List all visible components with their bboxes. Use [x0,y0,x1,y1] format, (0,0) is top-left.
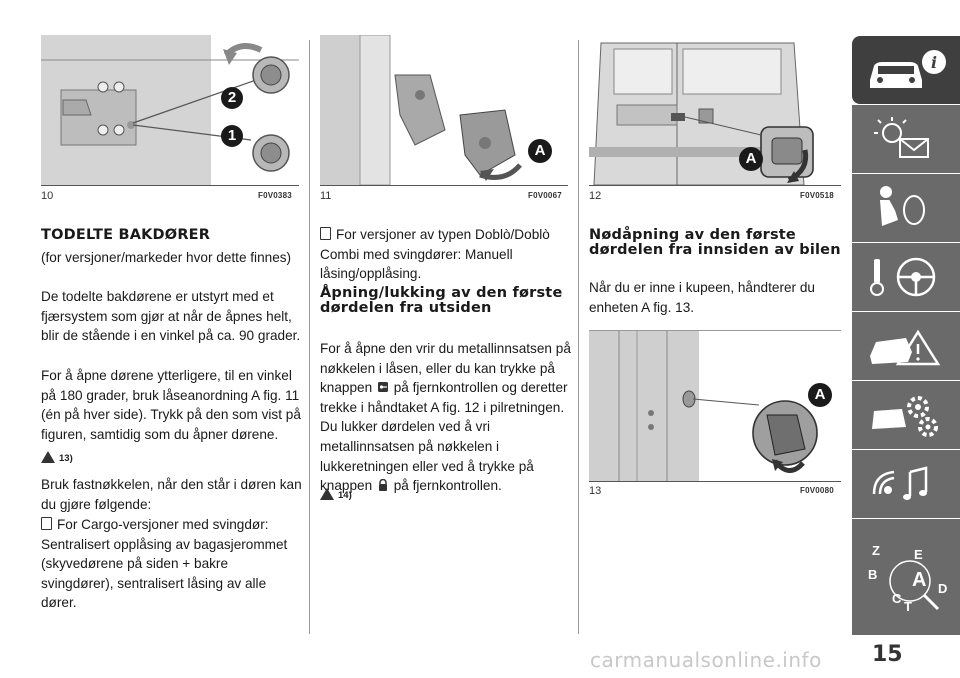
index-icon [852,519,960,635]
bullet-text: For versjoner av typen Doblò/Doblò Combi med svingdører: Manuell låsing/opplåsing. [320,227,550,282]
unlock-button-icon [377,381,389,393]
callout-marker-a: A [528,139,552,163]
lock-button-icon [377,479,389,491]
sidebar-item-maintenance[interactable] [852,381,960,449]
warning-ref-number: 14) [338,490,352,501]
paragraph: For å åpne dørene ytterligere, til en vinkel på 180 grader, bruk låseanordning A fig. 11 (én på hver side). Trykk på den som vist på figuren, samtidig som du åpner dørene. [41,368,301,442]
column-divider [309,40,310,634]
warning-lights-icon [852,105,960,173]
paragraph: (for versjoner/markeder hvor dette finnes) [41,250,292,265]
callout-marker-a: A [808,383,832,407]
sidebar-item-safety[interactable] [852,174,960,242]
paragraph: De todelte bakdørene er utstyrt med et fjærsystem som gjør at når de åpnes helt, blir de stående i en vinkel på ca. 90 grader. [41,289,301,344]
figure-number: 11 [320,190,332,202]
section-heading: TODELTE BAKDØRER [41,227,211,243]
figure-code: F0V0383 [258,191,292,200]
callout-marker-2: 2 [221,87,243,109]
safety-icon [852,174,960,242]
bullet-key-icon [41,517,52,530]
warning-reference [41,451,73,464]
index-letter: T [904,599,912,614]
index-letter: C [892,591,902,606]
figure-12 [589,35,841,186]
maintenance-icon [852,381,960,449]
bullet-key-icon [320,227,331,240]
warning-reference [320,488,352,501]
paragraph-text: For å åpne den vrir du metallinnsatsen på nøkkelen i låsen, eller du kan trykke på knappen [320,341,571,396]
callout-marker-a: A [739,147,763,171]
watermark: carmanualsonline.info [590,648,822,672]
figure-13 [589,330,841,482]
warning-triangle-icon [320,488,334,500]
sidebar-item-multimedia[interactable] [852,450,960,518]
figure-number: 13 [589,485,602,497]
chapter-sidebar [852,0,960,678]
column-divider [578,40,579,634]
paragraph [320,339,572,496]
bullet-text: For Cargo-versjoner med svingdør: Sentralisert opplåsing av bagasjerommet (skyvedørene på siden + bakre svingdører), sentralisert låsing av alle dører. [41,517,288,611]
callout-marker-1: 1 [221,125,243,147]
warning-triangle-icon [41,451,55,463]
section-heading: Åpning/lukking av den første dørdelen fra utsiden [320,285,563,316]
index-letter: A [912,569,927,591]
svg-text:i: i [930,53,938,72]
paragraph-text: på fjernkontrollen og deretter trekke i håndtaket A fig. 12 i pilretningen. Du lukker dørdelen ved å vri metallinnsatsen på nøkkelen i lukkeretningen eller ved å trykke på knappen [320,380,568,494]
car-info-icon [852,36,960,104]
figure-11 [320,35,568,186]
figure-number: 10 [41,190,54,202]
emergency-icon [852,312,960,380]
figure-code: F0V0067 [528,191,562,200]
sidebar-item-driving[interactable] [852,243,960,311]
paragraph: Når du er inne i kupeen, håndterer du enheten A fig. 13. [589,280,815,315]
multimedia-icon [852,450,960,518]
driving-icon [852,243,960,311]
warning-ref-number: 13) [59,453,73,464]
index-letter: E [914,547,923,562]
figure-number: 12 [589,190,602,202]
page-number: 15 [872,642,903,667]
paragraph-text: på fjernkontrollen. [393,478,502,494]
sidebar-item-warning-lights[interactable] [852,105,960,173]
bullet-paragraph [41,515,303,613]
figure-code: F0V0518 [800,191,834,200]
index-letter: D [938,581,948,596]
paragraph: Bruk fastnøkkelen, når den står i døren kan du gjøre følgende: [41,477,302,512]
figure-code: F0V0080 [800,486,834,495]
bullet-paragraph [320,225,570,284]
index-letter: B [868,567,878,582]
sidebar-item-emergency[interactable] [852,312,960,380]
figure-10 [41,35,299,186]
sidebar-item-index[interactable] [852,519,960,635]
index-letter: Z [872,543,880,558]
section-heading: Nødåpning av den første dørdelen fra innsiden av bilen [589,227,841,258]
sidebar-item-car-info[interactable] [852,36,960,104]
